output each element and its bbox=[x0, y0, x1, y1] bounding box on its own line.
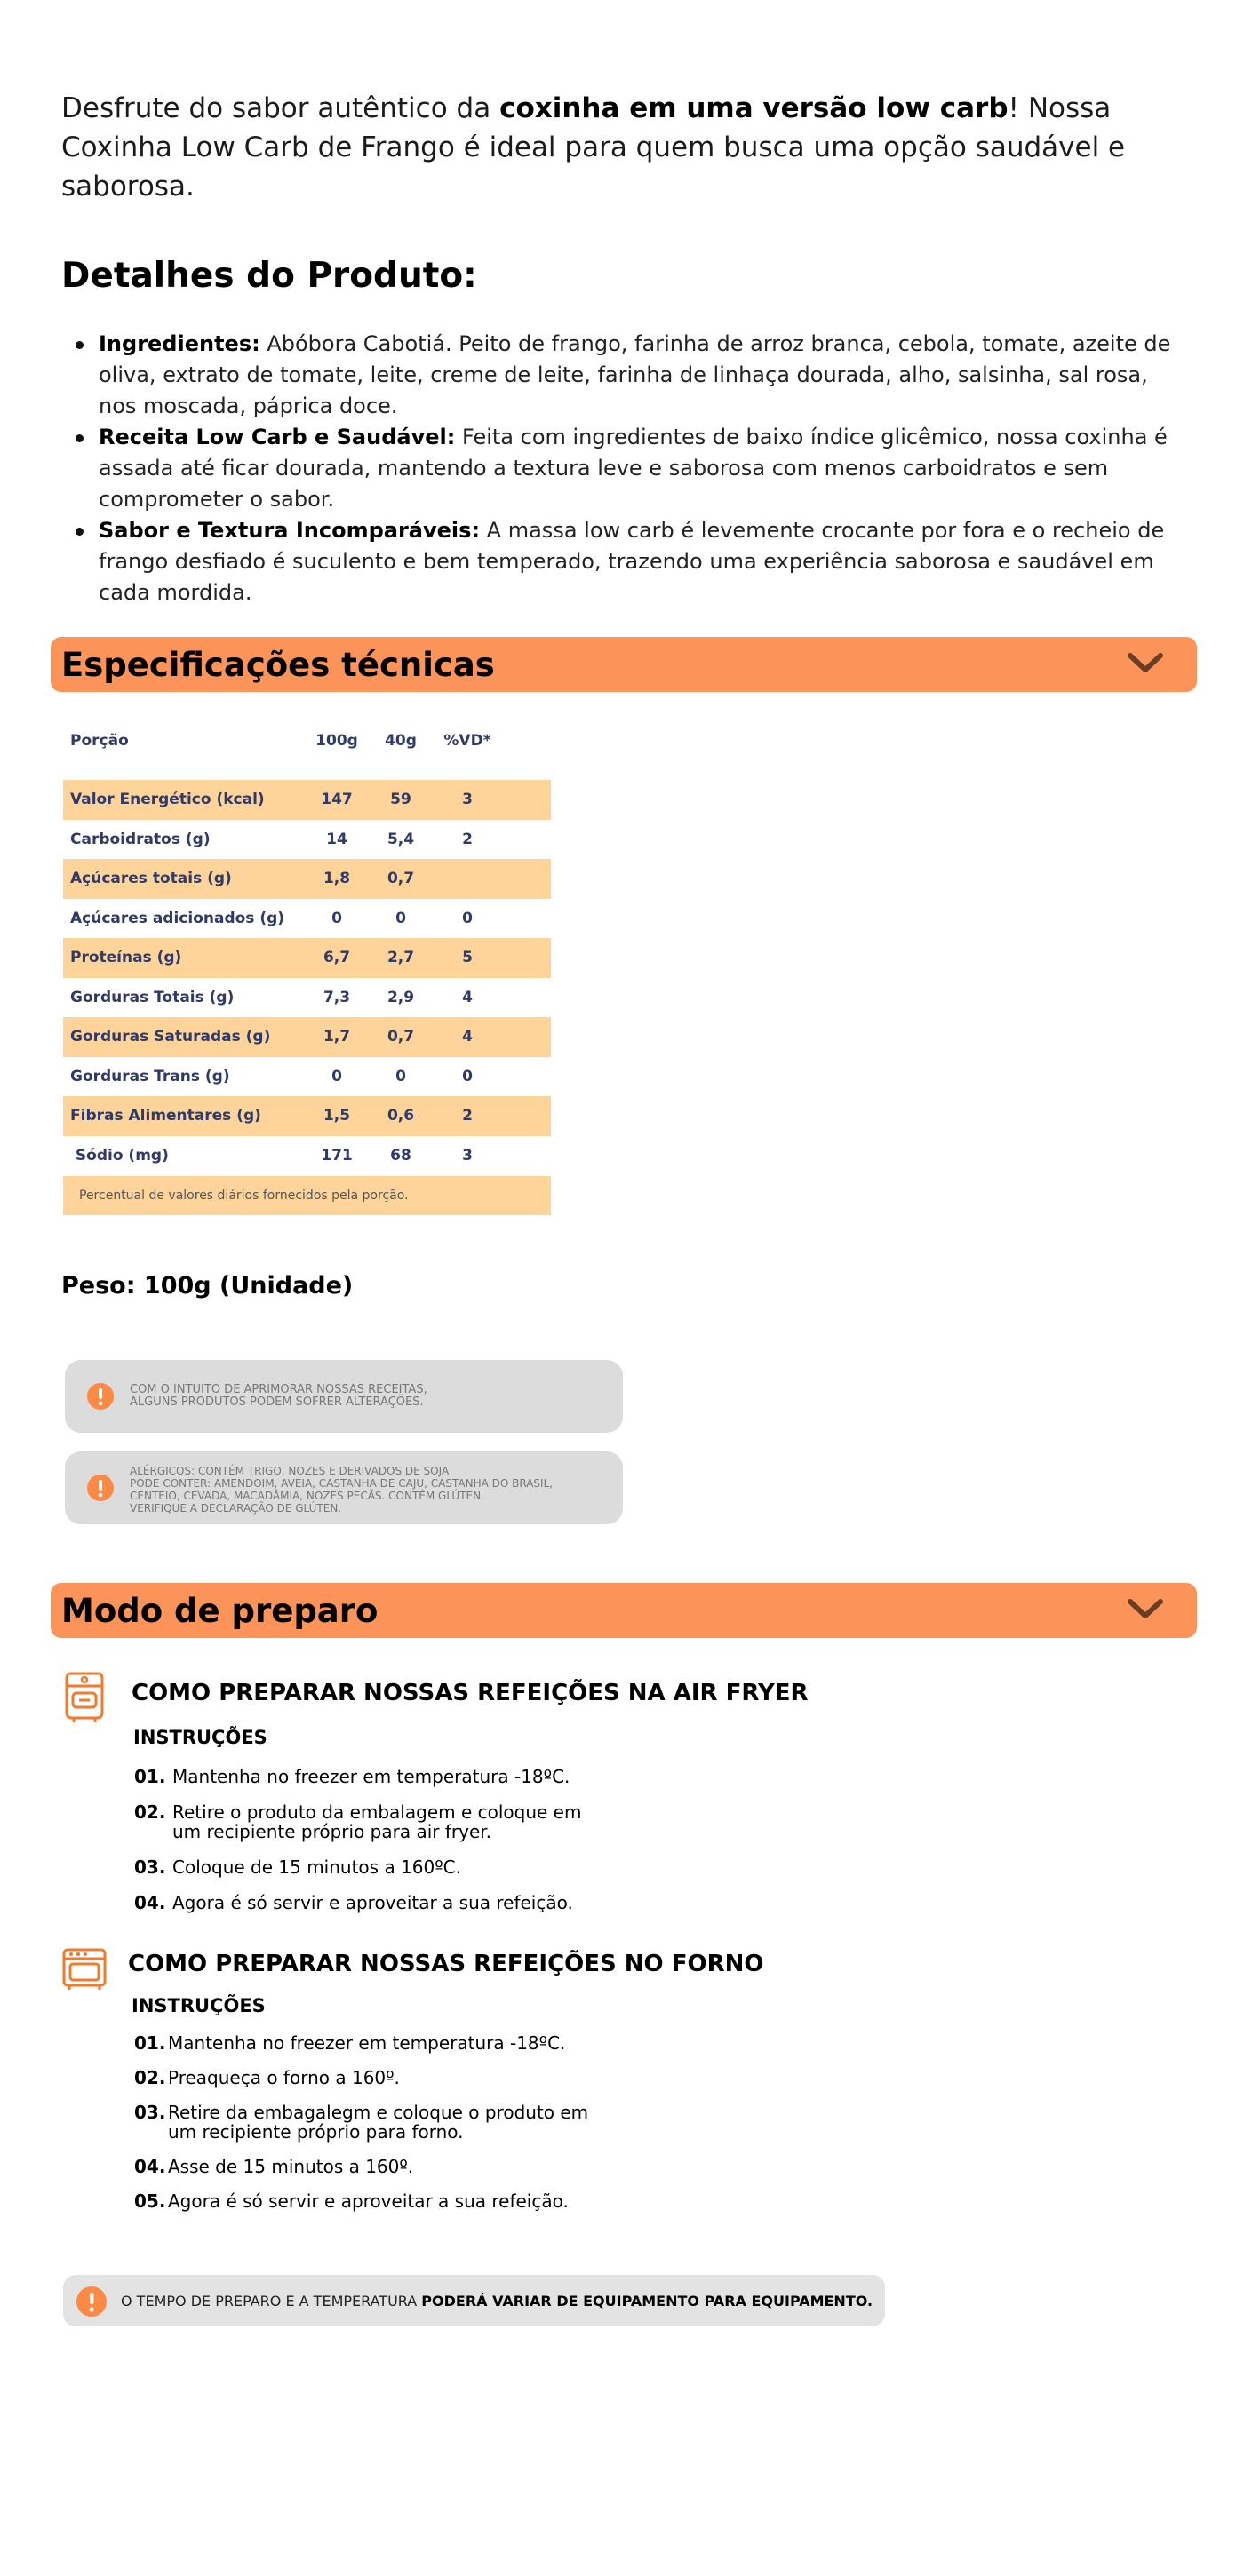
details-item-text: Feita com ingredientes de baixo índice glicêmico, nossa coxinha é assada até ficar dourada, mantendo a textura leve e saborosa com menos carboidratos e sem comprometer o sabor. bbox=[99, 425, 1168, 512]
air-fryer-icon bbox=[63, 1670, 106, 1723]
row-value-100g: 0 bbox=[331, 1067, 342, 1085]
row-label: Gorduras Trans (g) bbox=[70, 1067, 230, 1085]
chevron-down-icon[interactable] bbox=[1126, 1594, 1165, 1626]
step-number: 01. bbox=[134, 1766, 166, 1787]
row-value-100g: 7,3 bbox=[323, 988, 351, 1006]
details-title: Detalhes do Produto: bbox=[61, 256, 477, 296]
step-number: 03. bbox=[134, 1856, 166, 1878]
row-value-100g: 147 bbox=[321, 791, 353, 808]
details-item-label: Receita Low Carb e Saudável: bbox=[99, 425, 456, 449]
intro-highlight: coxinha em uma versão low carb bbox=[499, 92, 1009, 124]
step-text: Mantenha no freezer em temperatura -18ºC. bbox=[172, 1766, 570, 1787]
notice-line: ALGUNS PRODUTOS PODEM SOFRER ALTERAÇÕES. bbox=[130, 1395, 424, 1409]
row-value-vd: 5 bbox=[462, 949, 473, 966]
row-label: Açúcares adicionados (g) bbox=[70, 909, 285, 927]
row-value-100g: 1,8 bbox=[323, 870, 351, 887]
table-row bbox=[63, 859, 551, 899]
row-value-vd: 4 bbox=[462, 1028, 473, 1046]
step-text: Agora é só servir e aproveitar a sua refeição. bbox=[168, 2190, 569, 2212]
row-value-40g: 5,4 bbox=[387, 830, 415, 848]
airfryer-instructions-label: INSTRUÇÕES bbox=[133, 1727, 267, 1748]
table-row bbox=[63, 780, 551, 820]
table-row bbox=[63, 978, 551, 1018]
nutrition-table-header bbox=[63, 718, 551, 771]
notice-line: PODE CONTER: AMENDOIM, AVEIA, CASTANHA DE CAJU, CASTANHA DO BRASIL, bbox=[130, 1477, 554, 1490]
step-number: 02. bbox=[134, 1801, 166, 1823]
step-text: Asse de 15 minutos a 160º. bbox=[168, 2156, 414, 2177]
intro-text-1: Desfrute do sabor autêntico da bbox=[61, 92, 500, 124]
header-portion: Porção bbox=[70, 732, 129, 750]
row-label: Gorduras Totais (g) bbox=[70, 988, 235, 1006]
table-row bbox=[63, 1136, 551, 1176]
step-number: 02. bbox=[134, 2067, 166, 2088]
row-value-40g: 2,7 bbox=[387, 949, 415, 966]
row-label: Fibras Alimentares (g) bbox=[70, 1107, 261, 1125]
row-value-vd: 3 bbox=[462, 1146, 473, 1165]
airfryer-title: COMO PREPARAR NOSSAS REFEIÇÕES NA AIR FRYER bbox=[132, 1680, 809, 1706]
table-row bbox=[63, 938, 551, 978]
row-label: Gorduras Saturadas (g) bbox=[70, 1028, 271, 1046]
warning-icon bbox=[86, 1474, 115, 1502]
prep-accordion-header[interactable] bbox=[51, 1583, 1197, 1638]
step-text: Agora é só servir e aproveitar a sua refeição. bbox=[172, 1892, 573, 1913]
notice-line: COM O INTUITO DE APRIMORAR NOSSAS RECEITAS, bbox=[130, 1383, 427, 1396]
step-text: Retire da embagalegm e coloque o produto em um recipiente próprio para forno. bbox=[168, 2102, 589, 2143]
table-row bbox=[63, 1017, 551, 1057]
details-item-low-carb bbox=[61, 422, 1183, 515]
step-number: 04. bbox=[134, 1892, 166, 1913]
details-list bbox=[61, 329, 1183, 608]
step-text: Mantenha no freezer em temperatura -18ºC. bbox=[168, 2032, 566, 2054]
notice-plain-text: O TEMPO DE PREPARO E A TEMPERATURA bbox=[121, 2293, 422, 2310]
row-value-100g: 14 bbox=[326, 830, 347, 848]
prep-accordion-title: Modo de preparo bbox=[61, 1592, 379, 1630]
step-number: 01. bbox=[134, 2032, 166, 2054]
row-value-100g: 171 bbox=[321, 1146, 353, 1165]
row-value-40g: 0,7 bbox=[387, 1028, 415, 1046]
row-label: Proteínas (g) bbox=[70, 949, 182, 966]
spec-accordion-title: Especificações técnicas bbox=[61, 646, 495, 684]
details-item-texture bbox=[61, 515, 1183, 608]
row-value-40g: 0 bbox=[395, 1067, 406, 1085]
table-row bbox=[63, 1096, 551, 1136]
spec-accordion-header[interactable] bbox=[51, 637, 1197, 692]
oven-instructions-label: INSTRUÇÕES bbox=[132, 1995, 266, 2016]
row-value-40g: 2,9 bbox=[387, 988, 415, 1006]
header-100g: 100g bbox=[315, 732, 358, 750]
row-value-40g: 59 bbox=[390, 791, 411, 808]
row-value-vd: 2 bbox=[462, 830, 473, 848]
chevron-down-icon[interactable] bbox=[1126, 648, 1165, 680]
step-text: Preaqueça o forno a 160º. bbox=[168, 2067, 400, 2088]
product-weight: Peso: 100g (Unidade) bbox=[61, 1272, 354, 1300]
row-value-vd: 3 bbox=[462, 791, 473, 808]
row-label: Sódio (mg) bbox=[70, 1146, 169, 1165]
row-value-40g: 68 bbox=[390, 1146, 411, 1165]
table-row bbox=[63, 1057, 551, 1097]
row-value-40g: 0,7 bbox=[387, 870, 415, 887]
notice-line: ALÉRGICOS: CONTÉM TRIGO, NOZES E DERIVADOS DE SOJA bbox=[130, 1465, 450, 1477]
notice-text bbox=[130, 1384, 427, 1409]
header-vd: %VD* bbox=[443, 732, 491, 750]
table-row bbox=[63, 820, 551, 860]
warning-icon bbox=[76, 2286, 108, 2318]
step-text: Coloque de 15 minutos a 160ºC. bbox=[172, 1856, 461, 1878]
row-value-vd: 0 bbox=[462, 909, 473, 927]
row-value-40g: 0,6 bbox=[387, 1107, 415, 1125]
row-value-100g: 1,7 bbox=[323, 1028, 351, 1046]
step-number: 03. bbox=[134, 2102, 166, 2123]
row-value-100g: 1,5 bbox=[323, 1107, 351, 1125]
row-label: Açúcares totais (g) bbox=[70, 870, 232, 887]
prep-variation-notice bbox=[63, 2275, 885, 2326]
notice-text bbox=[121, 2293, 873, 2310]
row-label: Carboidratos (g) bbox=[70, 830, 211, 848]
row-value-40g: 0 bbox=[395, 909, 406, 927]
details-item-text: Abóbora Cabotiá. Peito de frango, farinha de arroz branca, cebola, tomate, azeite de oliva, extrato de tomate, leite, creme de leite, farinha de linhaça dourada, alho, salsinha, sal rosa, nos moscada, páprica doce. bbox=[99, 331, 1171, 418]
oven-title: COMO PREPARAR NOSSAS REFEIÇÕES NO FORNO bbox=[128, 1951, 764, 1977]
allergen-notice bbox=[65, 1451, 623, 1524]
notice-line: VERIFIQUE A DECLARAÇÃO DE GLÚTEN. bbox=[130, 1502, 342, 1515]
warning-icon bbox=[86, 1382, 115, 1411]
recipe-change-notice bbox=[65, 1360, 623, 1433]
step-text: Retire o produto da embalagem e coloque em um recipiente próprio para air fryer. bbox=[172, 1801, 582, 1842]
details-item-text: A massa low carb é levemente crocante por fora e o recheio de frango desfiado é suculento e bem temperado, trazendo uma experiência saborosa e saudável em cada mordida. bbox=[99, 518, 1165, 605]
header-40g: 40g bbox=[385, 732, 417, 750]
intro-text-2: ! Nossa Coxinha Low Carb de Frango é ideal para quem busca uma opção saudável e saborosa. bbox=[61, 92, 1126, 203]
oven-icon bbox=[62, 1948, 107, 1991]
row-label: Valor Energético (kcal) bbox=[70, 791, 265, 808]
notice-bold-text: PODERÁ VARIAR DE EQUIPAMENTO PARA EQUIPAMENTO. bbox=[421, 2293, 873, 2310]
intro-paragraph bbox=[61, 89, 1163, 206]
notice-text bbox=[130, 1465, 553, 1515]
row-value-vd: 2 bbox=[462, 1107, 473, 1125]
table-row bbox=[63, 899, 551, 939]
notice-line: CENTEIO, CEVADA, MACADÂMIA, NOZES PECÃS. CONTÉM GLÚTEN. bbox=[130, 1490, 484, 1502]
nutrition-table bbox=[63, 718, 551, 1215]
row-value-vd: 4 bbox=[462, 988, 473, 1006]
nutrition-footnote bbox=[63, 1176, 551, 1215]
details-item-ingredients bbox=[61, 329, 1183, 422]
row-value-100g: 0 bbox=[331, 909, 342, 927]
row-value-vd: 0 bbox=[462, 1067, 473, 1085]
row-value-100g: 6,7 bbox=[323, 949, 351, 966]
step-number: 05. bbox=[134, 2190, 166, 2212]
footnote-text: Percentual de valores diários fornecidos pela porção. bbox=[79, 1189, 409, 1203]
details-item-label: Sabor e Textura Incomparáveis: bbox=[99, 518, 481, 543]
details-item-label: Ingredientes: bbox=[99, 331, 260, 356]
step-number: 04. bbox=[134, 2156, 166, 2177]
